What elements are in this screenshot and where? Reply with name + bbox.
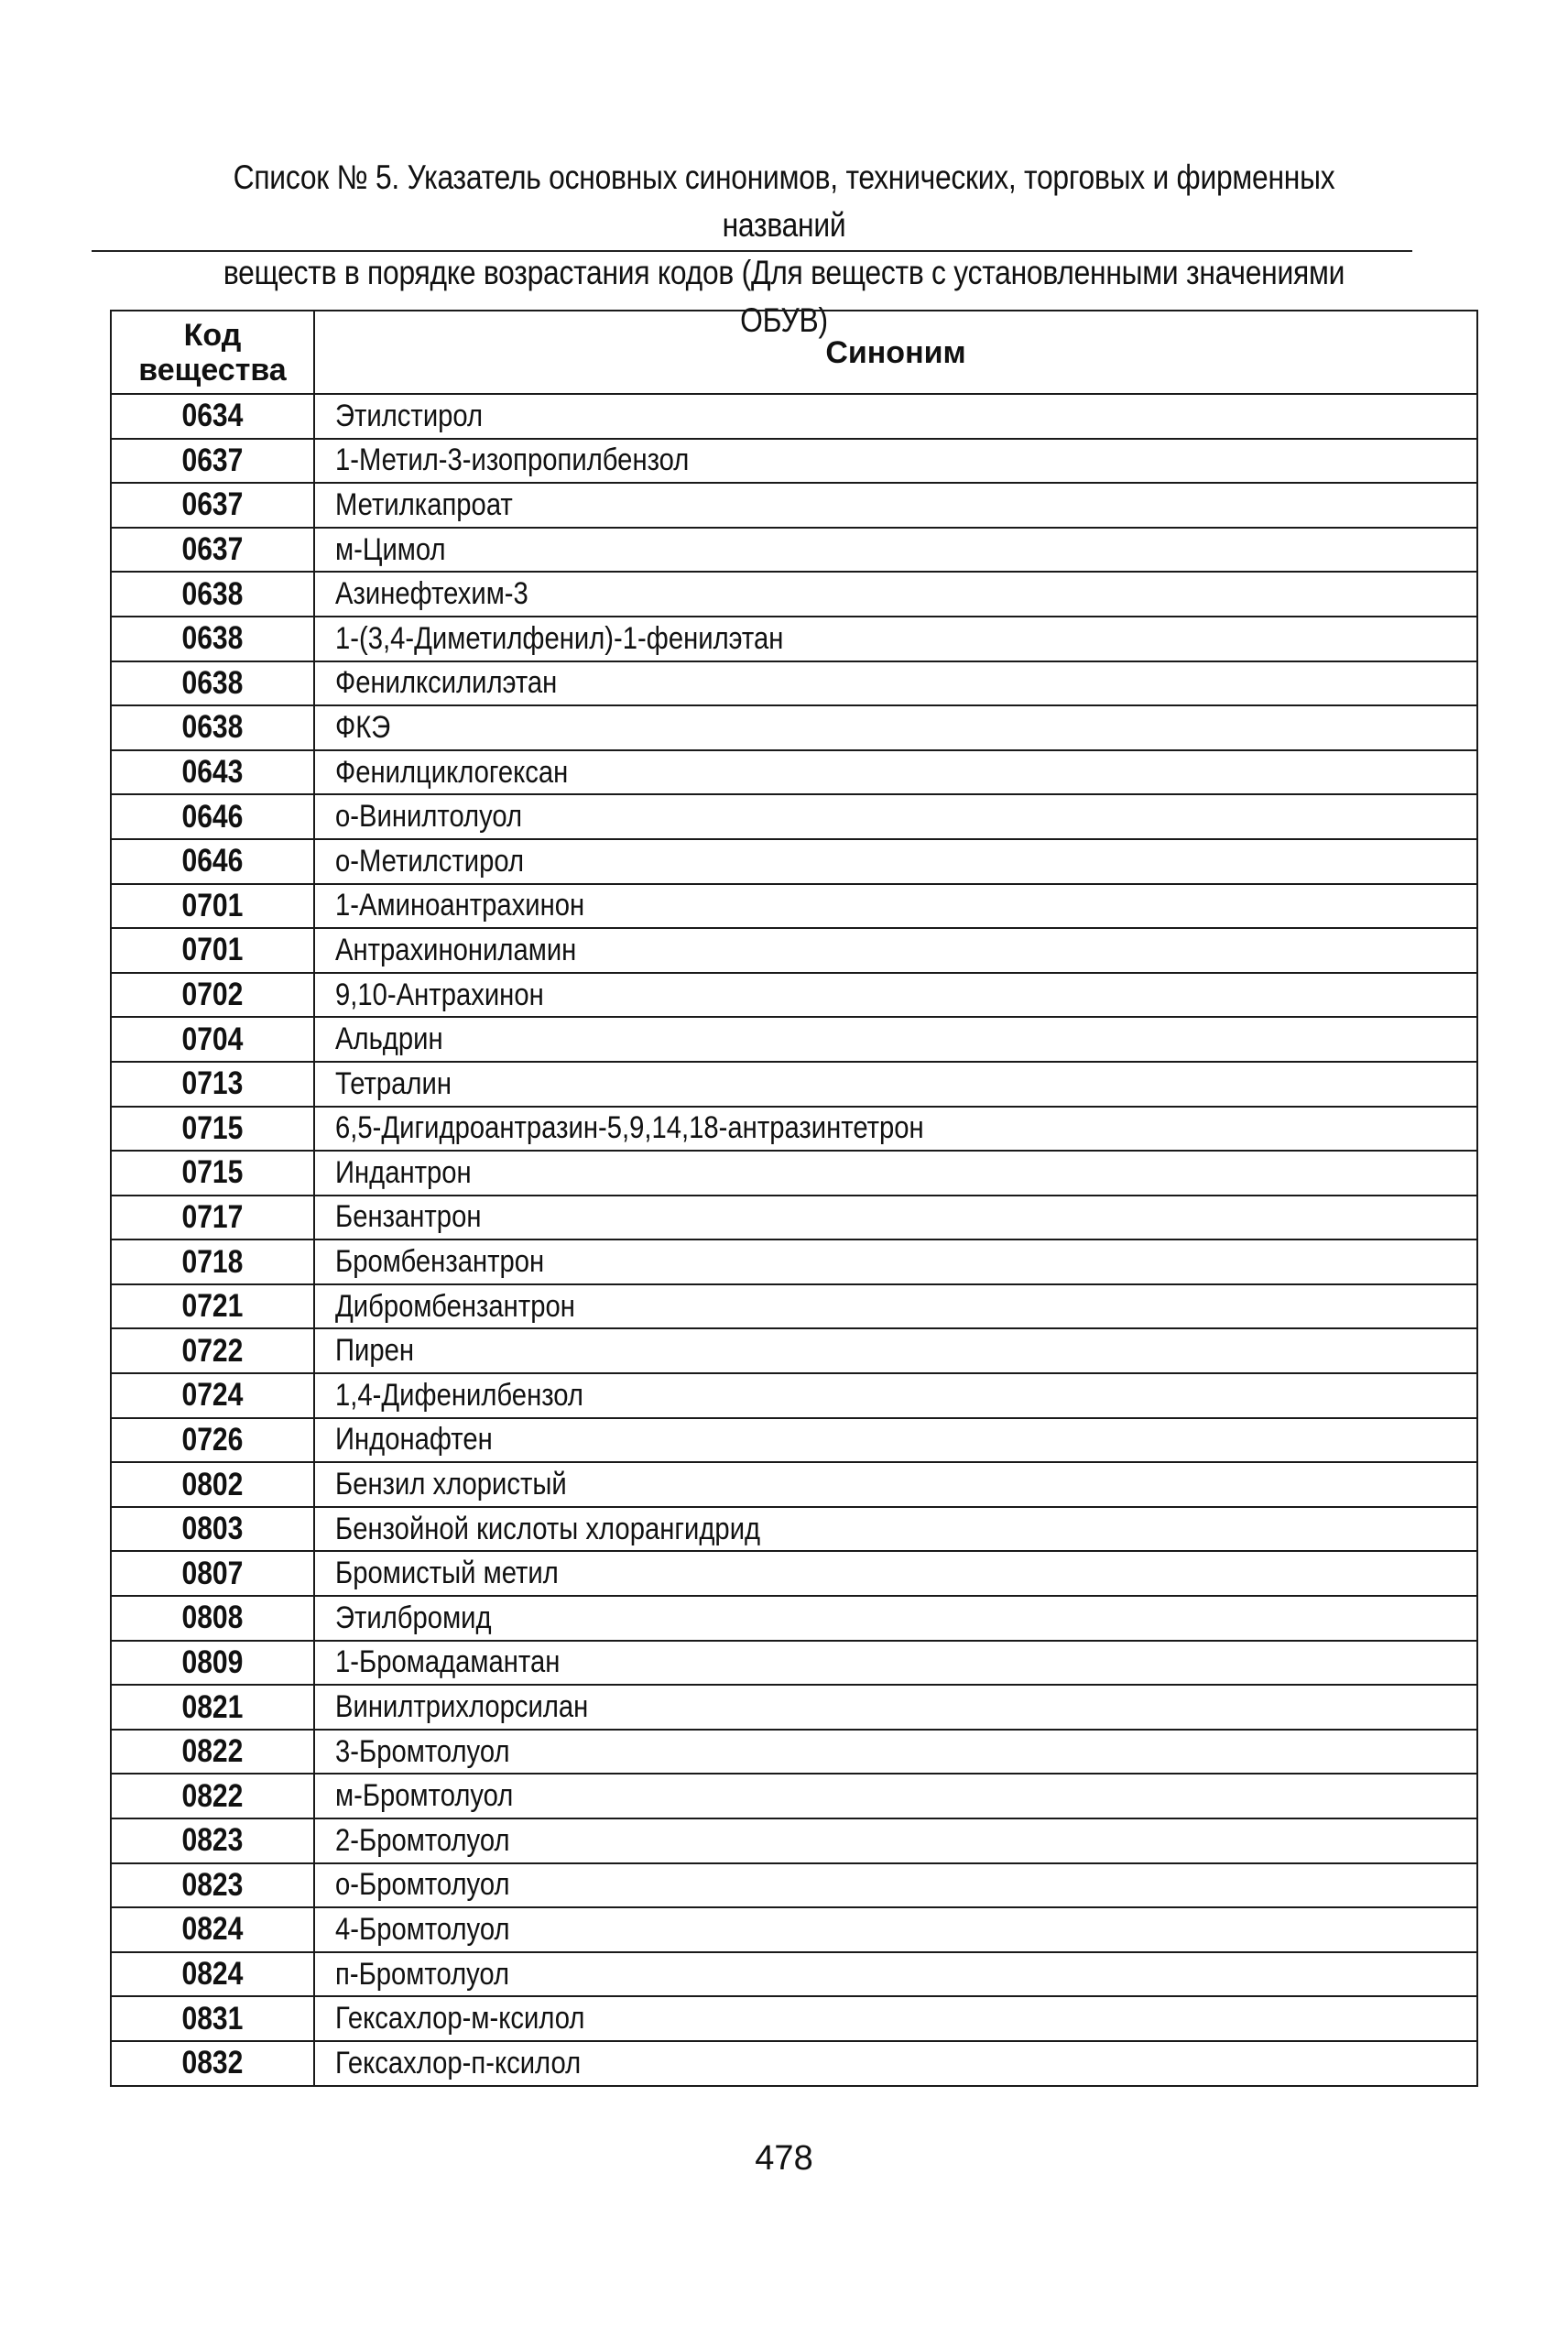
substance-code-cell [111,1328,314,1373]
substance-code: 0822 [181,1733,244,1770]
synonym: ФКЭ [335,709,391,745]
synonym: Индантрон [335,1154,472,1190]
table-row [111,1952,1477,1997]
synonym: Фенилксилилэтан [335,665,558,701]
synonym: 2-Бромтолуол [335,1822,510,1858]
synonym: Дибромбензантрон [335,1288,575,1324]
synonym: Бензил хлористый [335,1467,567,1502]
synonym: Этилстирол [335,398,484,433]
synonym: Альдрин [335,1021,443,1057]
synonym-cell [314,1507,1477,1552]
table-row [111,1284,1477,1329]
substance-code: 0715 [181,1154,244,1191]
page-number: 478 [755,2139,813,2178]
substance-code: 0822 [181,1777,244,1814]
substance-code-cell [111,1373,314,1418]
table-row [111,839,1477,884]
table-row [111,617,1477,661]
synonym: Фенилциклогексан [335,754,569,790]
substance-code-cell [111,1196,314,1240]
substance-code: 0724 [181,1377,244,1414]
substance-code: 0823 [181,1866,244,1903]
substance-code-cell [111,2041,314,2086]
synonym: м-Бромтолуол [335,1778,514,1814]
synonym: о-Метилстирол [335,843,525,879]
synonym-cell [314,750,1477,795]
synonym-cell [314,1017,1477,1062]
table-row [111,1641,1477,1686]
substance-code-cell [111,839,314,884]
synonym: Антрахинониламин [335,932,577,967]
table-row [111,973,1477,1018]
synonym-cell [314,1418,1477,1463]
table-row [111,483,1477,528]
synonym: Пирен [335,1333,415,1369]
table-row [111,2041,1477,2086]
synonym-cell [314,839,1477,884]
substance-code: 0807 [181,1555,244,1591]
substance-code-cell [111,705,314,750]
substance-code-cell [111,394,314,439]
substance-code-cell [111,1507,314,1552]
synonym: Индонафтен [335,1422,493,1458]
substance-code: 0713 [181,1065,244,1102]
substance-code: 0824 [181,1911,244,1948]
substance-code: 0803 [181,1511,244,1547]
synonym: 9,10-Антрахинон [335,977,544,1012]
synonym-cell [314,1196,1477,1240]
table-row [111,928,1477,973]
table-row [111,705,1477,750]
synonym-cell [314,572,1477,617]
substance-code: 0638 [181,575,244,612]
substance-code-cell [111,528,314,573]
substance-code-cell [111,1551,314,1596]
substance-code: 0637 [181,486,244,523]
synonyms-table [110,310,1478,2087]
substance-code-cell [111,1818,314,1863]
synonym: 1-(3,4-Диметилфенил)-1-фенилэтан [335,620,784,656]
synonym: Гексахлор-м-ксилол [335,2001,585,2037]
substance-code: 0638 [181,709,244,746]
synonym-cell [314,394,1477,439]
synonym-cell [314,1685,1477,1730]
substance-code: 0637 [181,531,244,568]
substance-code: 0821 [181,1688,244,1725]
substance-code-cell [111,928,314,973]
table-row [111,1462,1477,1507]
synonym-cell [314,973,1477,1018]
table-row [111,1151,1477,1196]
synonym-cell [314,1863,1477,1908]
synonym: Винилтрихлорсилан [335,1689,589,1725]
synonym-cell [314,1996,1477,2041]
synonym: 3-Бромтолуол [335,1733,510,1769]
synonym-cell [314,1551,1477,1596]
synonym-cell [314,528,1477,573]
table-row [111,750,1477,795]
table-row [111,884,1477,929]
table-row [111,1017,1477,1062]
table-row [111,1107,1477,1152]
substance-code-cell [111,483,314,528]
synonym-cell [314,1730,1477,1775]
synonym-cell [314,2041,1477,2086]
substance-code: 0704 [181,1021,244,1057]
table-row [111,1685,1477,1730]
table-row [111,1863,1477,1908]
synonym-cell [314,1373,1477,1418]
substance-code-cell [111,1952,314,1997]
substance-code: 0809 [181,1643,244,1680]
substance-code-cell [111,1596,314,1641]
synonym-cell [314,1062,1477,1107]
synonym: Этилбромид [335,1600,492,1635]
table-row [111,1418,1477,1463]
synonym-cell [314,1328,1477,1373]
substance-code: 0643 [181,754,244,791]
table-row [111,1373,1477,1418]
table-row [111,528,1477,573]
synonym: м-Цимол [335,531,446,567]
table-row [111,1507,1477,1552]
synonym: 4-Бромтолуол [335,1911,510,1947]
synonym-cell [314,617,1477,661]
synonym-cell [314,1952,1477,1997]
substance-code: 0701 [181,887,244,923]
synonym-cell [314,1907,1477,1952]
table-body [111,394,1477,2086]
substance-code: 0702 [181,977,244,1013]
synonym: Гексахлор-п-ксилол [335,2045,582,2080]
table-row [111,1996,1477,2041]
substance-code: 0717 [181,1198,244,1235]
title-underline [92,250,1412,252]
table-row [111,1730,1477,1775]
substance-code: 0634 [181,398,244,434]
substance-code: 0638 [181,620,244,657]
header-code-line-1: Код [183,317,242,353]
synonym: 6,5-Дигидроантразин-5,9,14,18-антразинтетрон [335,1110,924,1146]
table-row [111,572,1477,617]
substance-code: 0726 [181,1421,244,1458]
document-title-line-1: Список № 5. Указатель основных синонимов, технических, торговых и фирменных названий [233,158,1335,244]
synonym-cell [314,1284,1477,1329]
synonym: Бромистый метил [335,1556,559,1591]
synonym-cell [314,1774,1477,1818]
substance-code-cell [111,1996,314,2041]
substance-code: 0646 [181,843,244,879]
substance-code-cell [111,439,314,484]
substance-code-cell [111,1062,314,1107]
table-row [111,1551,1477,1596]
substance-code: 0832 [181,2045,244,2081]
table-row [111,1239,1477,1284]
table-row [111,1196,1477,1240]
synonym-cell [314,1596,1477,1641]
substance-code-cell [111,661,314,706]
header-code-line-2: вещества [138,352,287,388]
substance-code-cell [111,1863,314,1908]
header-synonym: Синоним [314,311,1477,394]
substance-code-cell [111,1239,314,1284]
substance-code: 0715 [181,1109,244,1146]
synonym: Азинефтехим-3 [335,576,528,612]
synonym-cell [314,1641,1477,1686]
substance-code-cell [111,750,314,795]
synonym: Метилкапроат [335,486,513,522]
substance-code-cell [111,1641,314,1686]
substance-code-cell [111,1151,314,1196]
substance-code-cell [111,1017,314,1062]
synonym: о-Бромтолуол [335,1867,510,1903]
synonym: о-Винилтолуол [335,799,523,835]
synonym-cell [314,1239,1477,1284]
substance-code-cell [111,973,314,1018]
synonym: 1-Бромадамантан [335,1644,561,1680]
substance-code-cell [111,1418,314,1463]
substance-code: 0824 [181,1956,244,1993]
synonym: Бромбензантрон [335,1244,545,1280]
table-row [111,1818,1477,1863]
substance-code: 0646 [181,798,244,835]
substance-code-cell [111,617,314,661]
substance-code-cell [111,1462,314,1507]
substance-code: 0831 [181,2000,244,2037]
synonym-cell [314,794,1477,839]
synonym-cell [314,705,1477,750]
substance-code: 0721 [181,1288,244,1325]
table-row [111,1907,1477,1952]
table-row [111,394,1477,439]
synonym: Тетралин [335,1065,452,1101]
synonym-cell [314,439,1477,484]
substance-code: 0722 [181,1332,244,1369]
table-row [111,1328,1477,1373]
table-row [111,1774,1477,1818]
synonym-cell [314,1818,1477,1863]
synonym: Бензантрон [335,1199,482,1235]
substance-code-cell [111,1685,314,1730]
synonym-cell [314,1462,1477,1507]
synonym: 1-Метил-3-изопропилбензол [335,442,690,478]
synonym: Бензойной кислоты хлорангидрид [335,1511,761,1546]
synonym-cell [314,1107,1477,1152]
substance-code: 0718 [181,1243,244,1280]
substance-code: 0638 [181,664,244,701]
substance-code-cell [111,1907,314,1952]
substance-code-cell [111,884,314,929]
table-row [111,794,1477,839]
table-row [111,1062,1477,1107]
table-row [111,439,1477,484]
substance-code: 0808 [181,1600,244,1636]
document-title-line-2: веществ в порядке возрастания кодов (Для веществ с установленными значениями ОБУВ) [223,254,1345,339]
substance-code: 0823 [181,1822,244,1859]
substance-code-cell [111,1107,314,1152]
substance-code: 0701 [181,932,244,968]
substance-code: 0802 [181,1466,244,1502]
synonym-cell [314,661,1477,706]
substance-code-cell [111,1730,314,1775]
substance-code-cell [111,1284,314,1329]
table-row [111,661,1477,706]
synonym-cell [314,483,1477,528]
synonym-cell [314,1151,1477,1196]
substance-code-cell [111,572,314,617]
synonym-cell [314,928,1477,973]
synonym: 1-Аминоантрахинон [335,888,585,923]
substance-code-cell [111,794,314,839]
substance-code: 0637 [181,442,244,478]
table-row [111,1596,1477,1641]
header-code [111,311,314,394]
synonym-cell [314,884,1477,929]
synonym: 1,4-Дифенилбензол [335,1377,583,1413]
synonym: п-Бромтолуол [335,1956,510,1992]
table-header-row [111,311,1477,394]
substance-code-cell [111,1774,314,1818]
